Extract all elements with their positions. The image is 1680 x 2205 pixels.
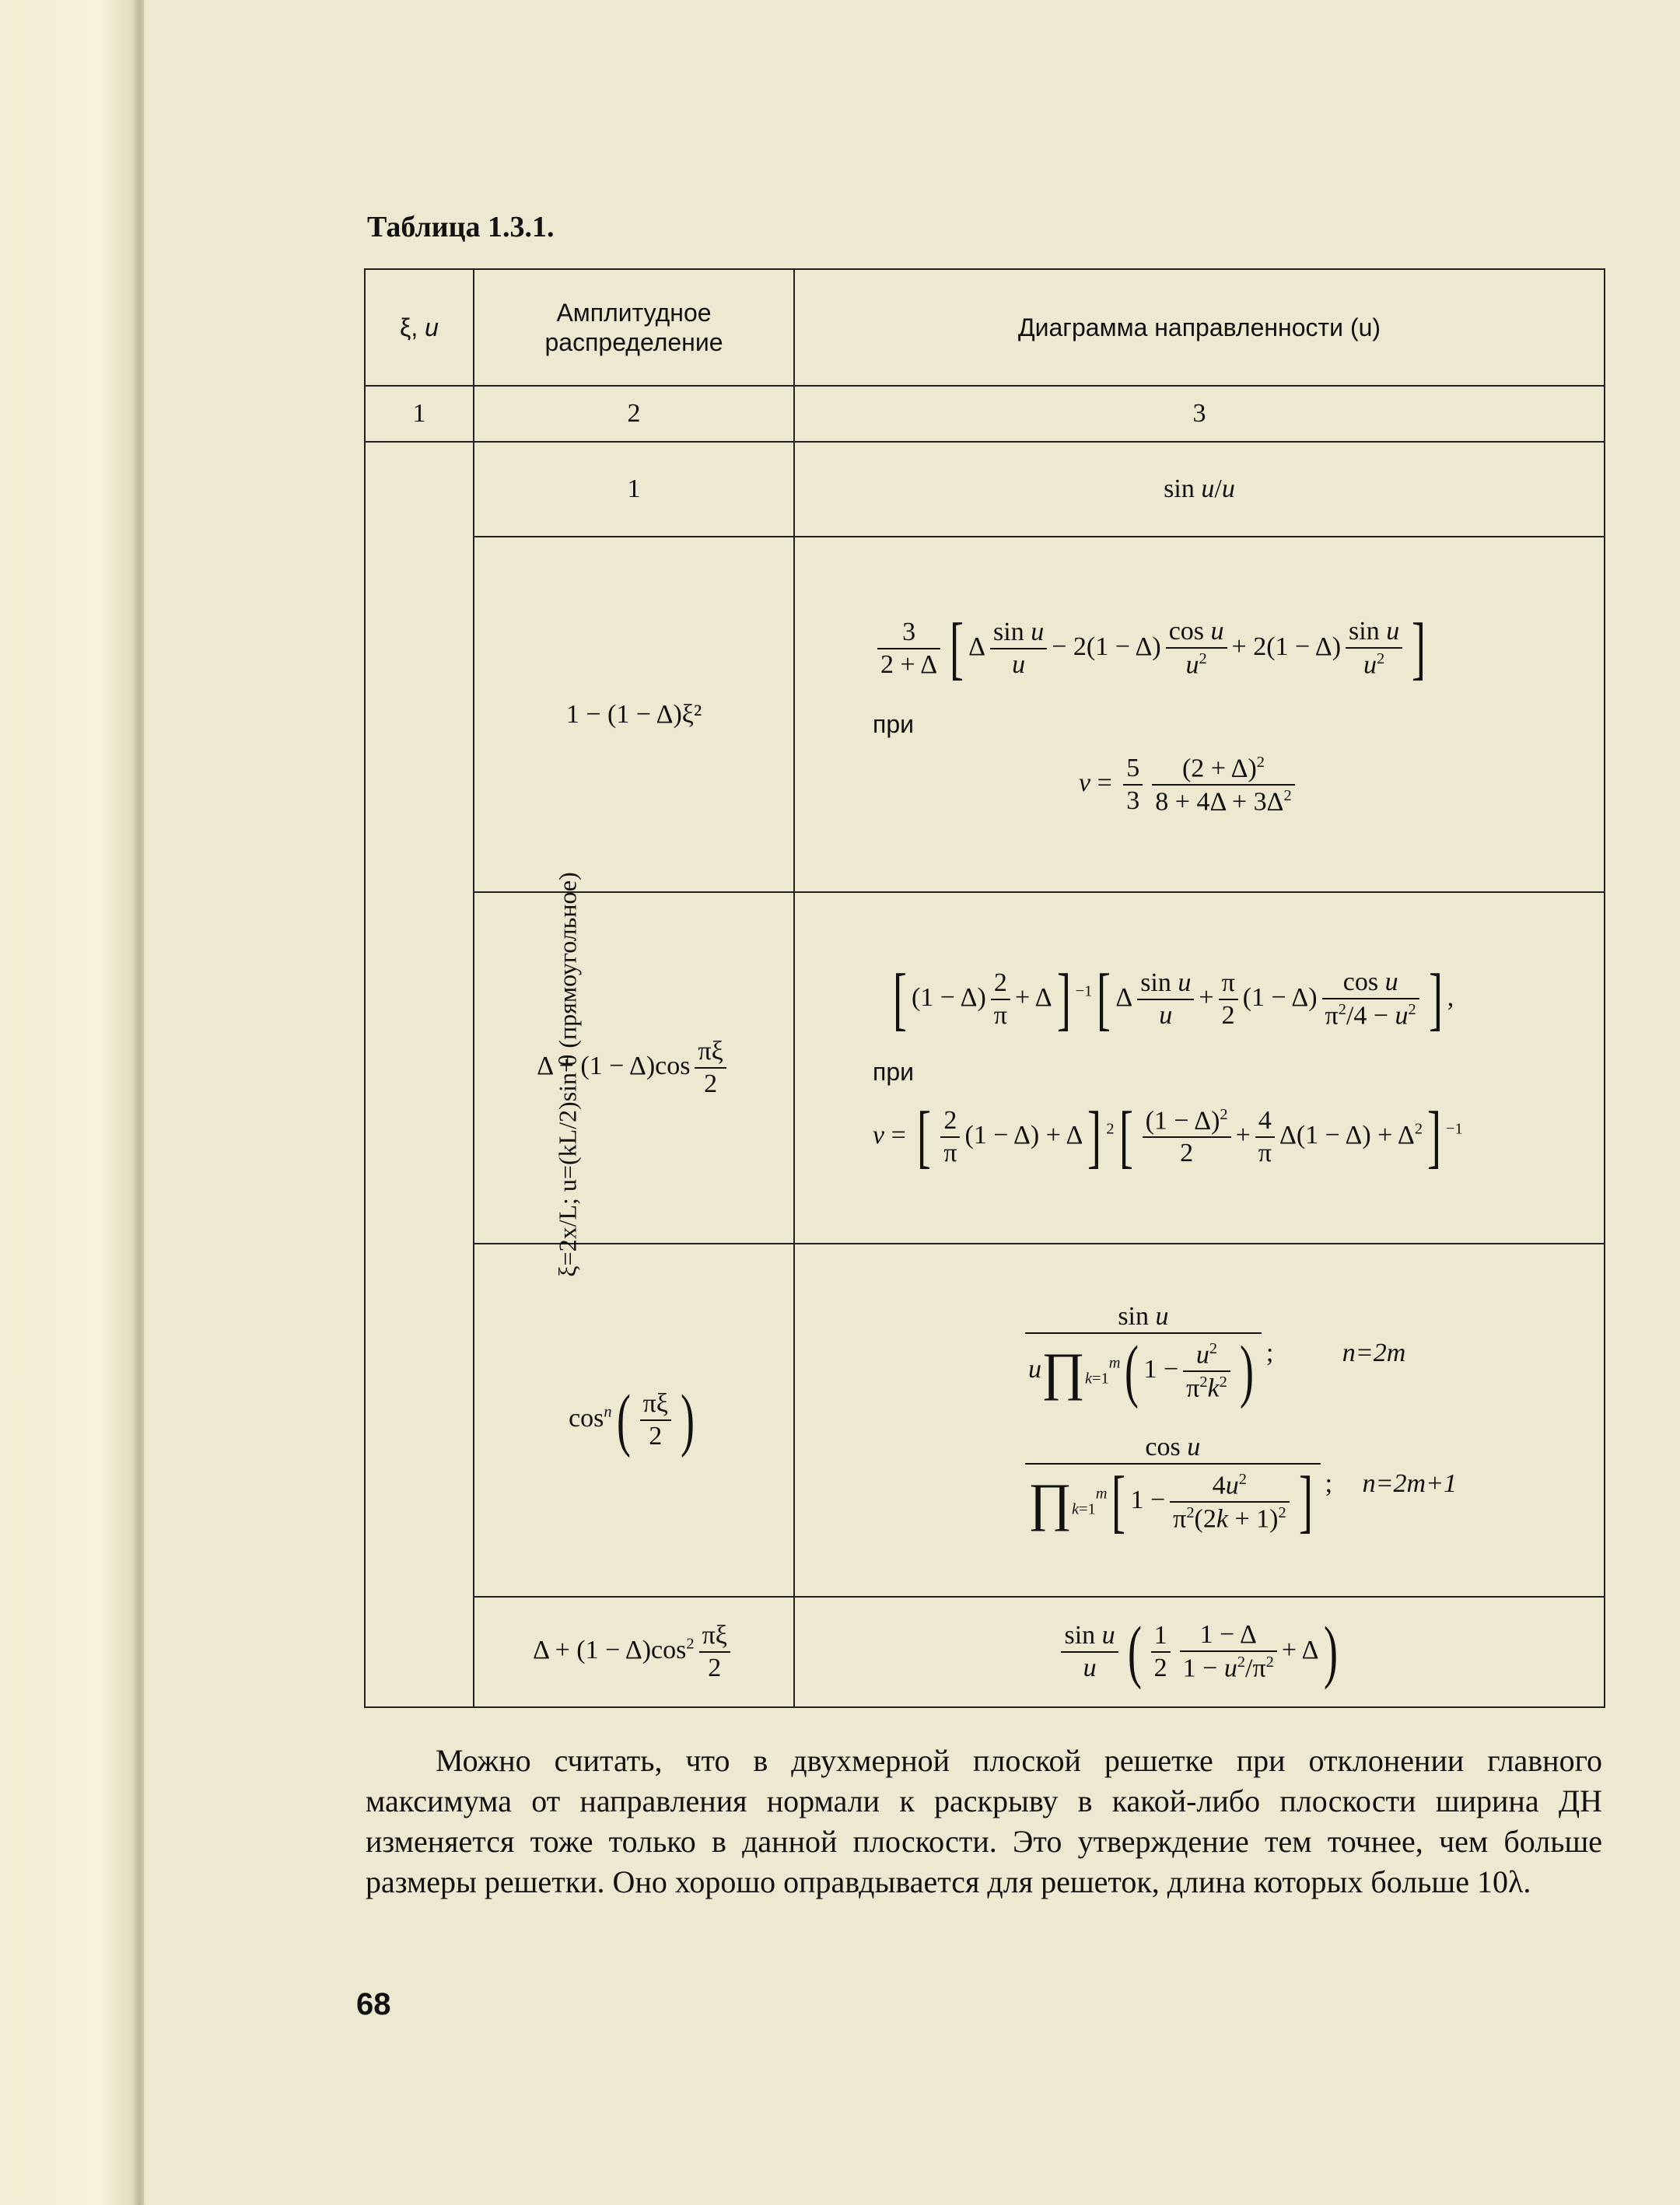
condition-formula: ν = [ $\frac{2}{\pi}$ (1 − Δ) + Δ] $^2$[ $\frac{(1 - \Delta)^2}{2}$ + $\frac{4}{\pi}$ $\Delta(1 - \Delta) + \Delta^2$] $^{-1}$ bbox=[873, 1097, 1463, 1175]
pattern-cell bbox=[794, 1597, 1605, 1707]
amplitude-cosine-pedestal: Δ + (1 − Δ)cos $\frac{\pi\xi}{2}$ bbox=[537, 1052, 731, 1080]
condition-formula: ν = $\frac{5}{3}$ $\frac{(2 + \Delta)^2}{8 + 4\Delta + 3\Delta^2}$ bbox=[873, 754, 1604, 816]
pattern-cell bbox=[794, 537, 1605, 892]
table-row bbox=[365, 1244, 1605, 1597]
amplitude-cosine-power: $\cos^n$( $\frac{\pi\xi}{2}$ ) bbox=[569, 1381, 695, 1458]
pattern-even: sin u $u\prod_{k=1}^m$( 1 − $\frac{u^2}{\pi^2k^2}$ ) ; n=2m bbox=[1020, 1304, 1604, 1406]
amplitude-cell bbox=[474, 537, 794, 892]
amplitude-cell bbox=[474, 442, 794, 537]
header-pattern: Диаграмма направленности (u) bbox=[794, 269, 1605, 386]
table-row bbox=[365, 442, 1605, 537]
amplitude-cell bbox=[474, 1597, 794, 1707]
amplitude-uniform: 1 bbox=[627, 474, 641, 503]
amplitude-cell bbox=[474, 1244, 794, 1597]
pattern-cosine-squared: $\frac{\text{sin u}}{u}$ ( $\frac{1}{2}$ $\frac{1 - \Delta}{1 - u^2/\pi^2}$ + Δ) bbox=[1056, 1636, 1342, 1664]
column-number-row bbox=[365, 386, 1605, 442]
table-row bbox=[365, 537, 1605, 892]
group-label: ξ=2x/L; u=(kL/2)sin θ (прямоугольное) bbox=[553, 871, 582, 1277]
amplitude-cosine-squared: $\Delta + (1 - \Delta)\cos^2$ $\frac{\pi\xi}{2}$ bbox=[533, 1636, 735, 1664]
column-number-2: 2 bbox=[474, 386, 794, 442]
table-row bbox=[365, 1597, 1605, 1707]
body-paragraph: Можно считать, что в двухмерной плоской решетке при отклонении главного максимума от направления нормали к раскрыву в какой-либо плоскости ширина ДН изменяется тоже только в данной плоскости. Это утверждение тем точнее, чем больше размеры решетки. Оно хорошо оправдывается для решеток, длина которых больше 10λ. bbox=[366, 1743, 1602, 1899]
header-xi-u: ξ, u bbox=[365, 269, 474, 386]
header-amplitude: Амплитудное распределение bbox=[474, 269, 794, 386]
pri-label: при bbox=[873, 1057, 914, 1086]
pattern-cell bbox=[794, 892, 1605, 1244]
column-number-3: 3 bbox=[794, 386, 1605, 442]
pattern-odd: cos u $\prod_{k=1}^m$[ 1 − $\frac{4u^2}{\pi^2(2k + 1)^2}$ ] ; n=2m+1 bbox=[1020, 1434, 1604, 1537]
table-row bbox=[365, 892, 1605, 1244]
cond-even: n=2m bbox=[1342, 1338, 1406, 1367]
group-label-cell bbox=[365, 442, 582, 1707]
pattern-cosine-power bbox=[795, 1302, 1604, 1540]
formula-table bbox=[364, 268, 1605, 1708]
table-header-row bbox=[365, 269, 1605, 386]
pattern-cell bbox=[794, 1244, 1605, 1597]
amplitude-parabolic: 1 − (1 − Δ)ξ² bbox=[565, 699, 702, 729]
page-number: 68 bbox=[356, 1987, 391, 2021]
pattern-cosine-pedestal bbox=[795, 960, 1604, 1175]
pattern-formula: $\frac{3}{2 + \Delta}$ [ Δ $\frac{\text{sin u}}{u}$ − 2(1 − Δ) $\frac{\text{cos u}}{u^2}$ + 2(1 − Δ) $\frac{\text{sin u}}{u^2}$ ] bbox=[873, 614, 1604, 684]
pri-label: при bbox=[873, 709, 914, 738]
amplitude-cell bbox=[474, 892, 794, 1244]
table-caption: Таблица 1.3.1. bbox=[367, 211, 555, 243]
pattern-parabolic bbox=[795, 609, 1604, 817]
pattern-cell bbox=[794, 442, 1605, 537]
column-number-1: 1 bbox=[365, 386, 474, 442]
pattern-sinc: sin u/u bbox=[1164, 474, 1235, 503]
pattern-formula: [ (1 − Δ) $\frac{2}{\pi}$ + Δ] $^{-1}$[ Δ $\frac{\text{sin u}}{u}$ + $\frac{\pi}{2}$ (1 − Δ) $\frac{\text{cos u}}{\pi^2/4 - u^2}$ ] , bbox=[892, 960, 1454, 1038]
cond-odd: n=2m+1 bbox=[1362, 1468, 1458, 1498]
